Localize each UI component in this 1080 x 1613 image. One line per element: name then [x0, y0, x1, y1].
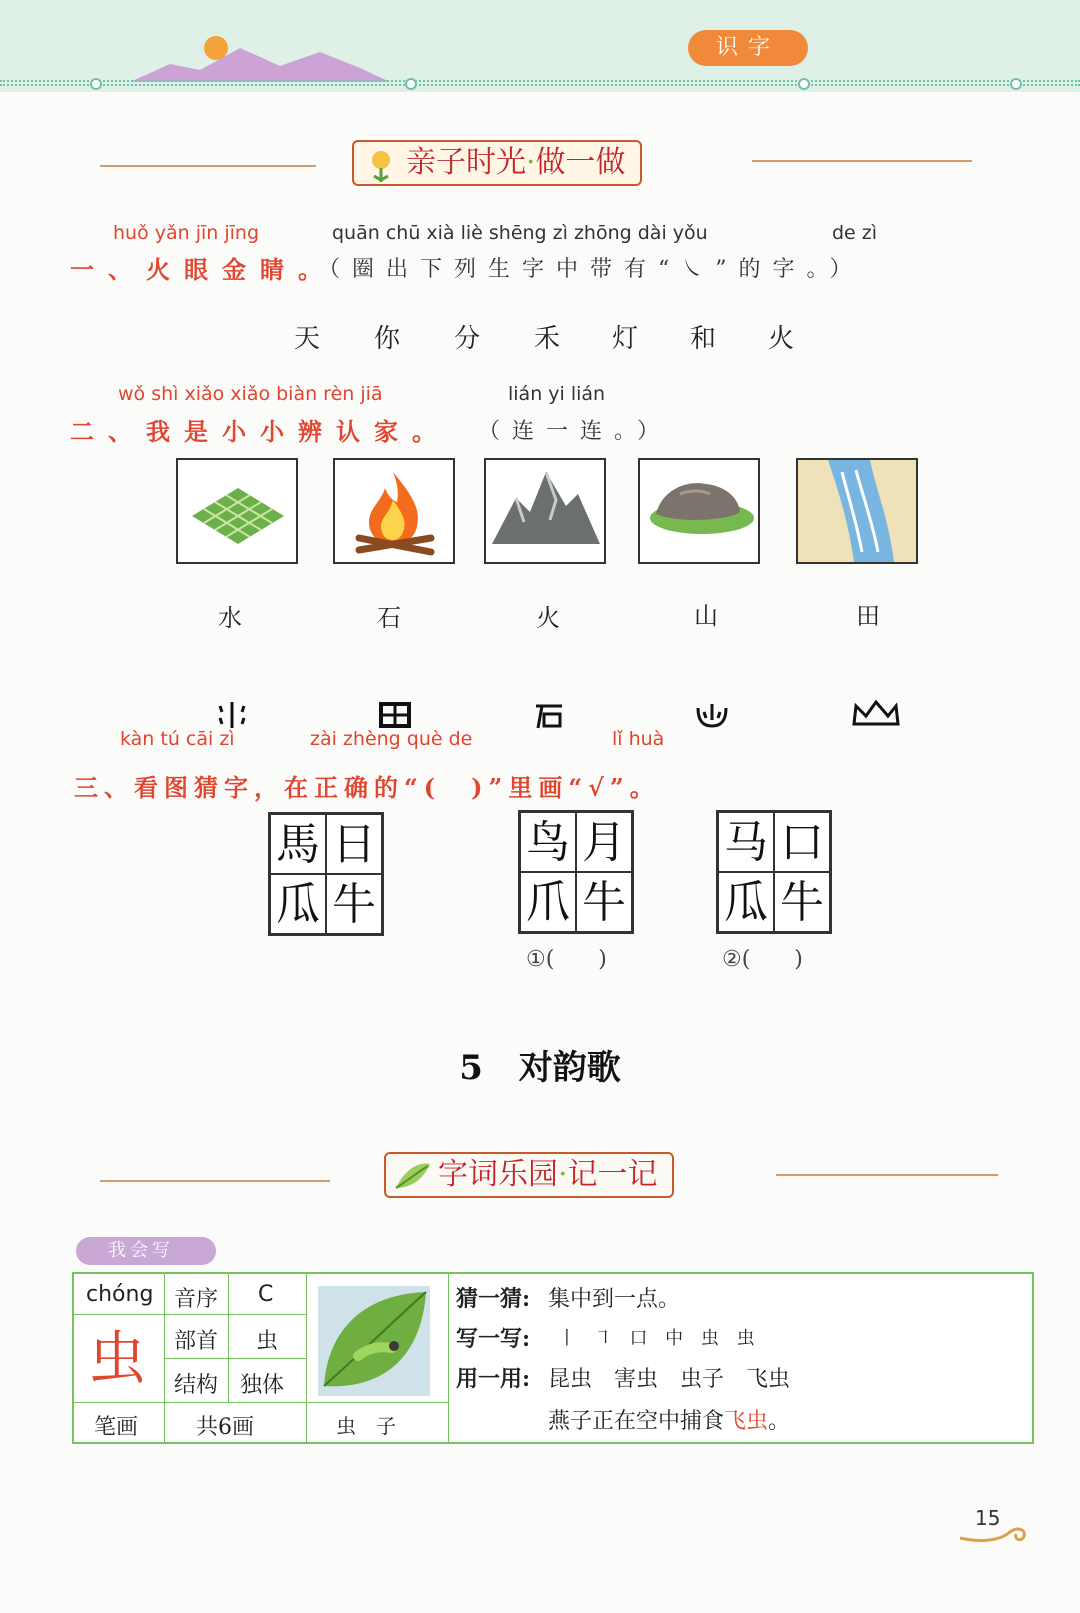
leaf-icon — [392, 1158, 432, 1196]
char-item[interactable]: 天 — [294, 324, 321, 354]
q2-pinyin-rest: lián yi lián — [508, 383, 606, 405]
q1-pinyin-rest: quān chū xià liè shēng zì zhōng dài yǒu — [332, 222, 708, 244]
water-picture[interactable] — [796, 458, 918, 564]
write-tag: 我会写 — [76, 1237, 216, 1265]
q2-title: 二、我是小小辨认家。 — [70, 417, 450, 446]
page-number: 15 — [975, 1506, 1001, 1530]
use-label: 用一用: — [456, 1366, 531, 1392]
match-label[interactable]: 山 — [694, 602, 718, 630]
sort-label: 音序 — [174, 1287, 219, 1312]
q1-pinyin-end: de zì — [832, 222, 878, 244]
divider — [100, 165, 316, 167]
structure-value: 独体 — [240, 1373, 285, 1398]
main-character: 虫 — [88, 1324, 147, 1392]
banner-title: 亲子时光 — [406, 145, 526, 180]
mountain-decoration-icon — [130, 28, 390, 82]
structure-label: 结构 — [174, 1373, 219, 1398]
banner-subtitle: 记一记 — [567, 1157, 658, 1192]
swirl-decoration-icon — [958, 1520, 1028, 1546]
q2-instruction: （连一连。） — [478, 419, 672, 444]
stone-picture[interactable] — [638, 458, 760, 564]
strokes-value: 共6画 — [196, 1415, 254, 1440]
example-sentence: 燕子正在空中捕食飞虫。 — [548, 1409, 791, 1434]
match-label[interactable]: 水 — [218, 604, 242, 632]
banner-title: 字词乐园 — [438, 1157, 558, 1192]
use-words: 昆虫 害虫 虫子 飞虫 — [548, 1367, 791, 1392]
page-header — [0, 0, 1080, 92]
ancient-char-grid: 馬 日 瓜 牛 — [268, 812, 384, 936]
water-ancient-glyph-icon[interactable] — [212, 700, 252, 730]
flower-icon — [362, 146, 400, 184]
strokes-label: 笔画 — [94, 1415, 139, 1440]
field-picture[interactable] — [176, 458, 298, 564]
divider — [100, 1180, 330, 1182]
fire-picture[interactable] — [333, 458, 455, 564]
q3-pinyin: kàn tú cāi zì — [120, 728, 235, 750]
section-banner-2: 字词乐园·记一记 — [384, 1152, 674, 1198]
stone-ancient-glyph-icon[interactable] — [530, 700, 570, 730]
char-item[interactable]: 分 — [454, 324, 481, 354]
radical-value: 虫 — [256, 1329, 279, 1354]
mountain-picture[interactable] — [484, 458, 606, 564]
char-item[interactable]: 禾 — [534, 324, 561, 354]
mountain-ancient-glyph-icon[interactable] — [850, 698, 902, 728]
section-banner: 亲子时光·做一做 — [352, 140, 642, 186]
char-grid-option-1: 鸟 月 爪 牛 — [518, 810, 634, 934]
image-caption: 虫 子 — [336, 1414, 396, 1438]
char-item[interactable]: 灯 — [612, 324, 639, 354]
radical-label: 部首 — [174, 1329, 219, 1354]
match-label[interactable]: 石 — [377, 604, 401, 632]
write-label: 写一写: — [456, 1326, 531, 1352]
banner-subtitle: 做一做 — [535, 145, 626, 180]
field-ancient-glyph-icon[interactable] — [375, 700, 415, 730]
divider — [752, 160, 972, 162]
q1-instruction: （圈出下列生字中带有“㇏”的字。） — [318, 257, 864, 282]
guess-text: 集中到一点。 — [548, 1287, 681, 1312]
match-label[interactable]: 火 — [536, 604, 560, 632]
divider — [776, 1174, 998, 1176]
section-tab: 识字 — [688, 30, 808, 66]
char-item[interactable]: 火 — [768, 324, 795, 354]
q1-pinyin: huǒ yǎn jīn jīng — [113, 222, 260, 244]
highlight-word: 飞虫 — [724, 1409, 769, 1434]
lesson-name: 对韵歌 — [518, 1048, 621, 1088]
answer-box-1[interactable]: ①( ) — [526, 947, 607, 972]
character-card — [72, 1272, 1034, 1444]
q3-pinyin-mid: zài zhèng què de — [310, 728, 473, 750]
lesson-title — [0, 1040, 1080, 1089]
char-item[interactable]: 和 — [690, 324, 717, 354]
lesson-number: 5 — [459, 1048, 483, 1088]
guess-label: 猜一猜: — [456, 1286, 531, 1312]
q3-pinyin-end: lǐ huà — [612, 728, 665, 750]
q2-pinyin: wǒ shì xiǎo xiǎo biàn rèn jiā — [118, 383, 383, 405]
caterpillar-image — [318, 1286, 430, 1396]
answer-box-2[interactable]: ②( ) — [722, 947, 803, 972]
match-label[interactable]: 田 — [856, 602, 880, 630]
stroke-order: 丨 ㇕ 口 中 虫 虫 — [558, 1328, 761, 1349]
char-grid-option-2: 马 口 瓜 牛 — [716, 810, 832, 934]
char-item[interactable]: 你 — [374, 324, 401, 354]
q3-title: 三、看图猜字，在正确的“( )”里画“√”。 — [74, 773, 660, 802]
sort-value: C — [258, 1282, 274, 1307]
q1-title: 一、火眼金睛。 — [70, 255, 336, 284]
char-pinyin: chóng — [86, 1282, 154, 1307]
fire-ancient-glyph-icon[interactable] — [692, 700, 732, 730]
